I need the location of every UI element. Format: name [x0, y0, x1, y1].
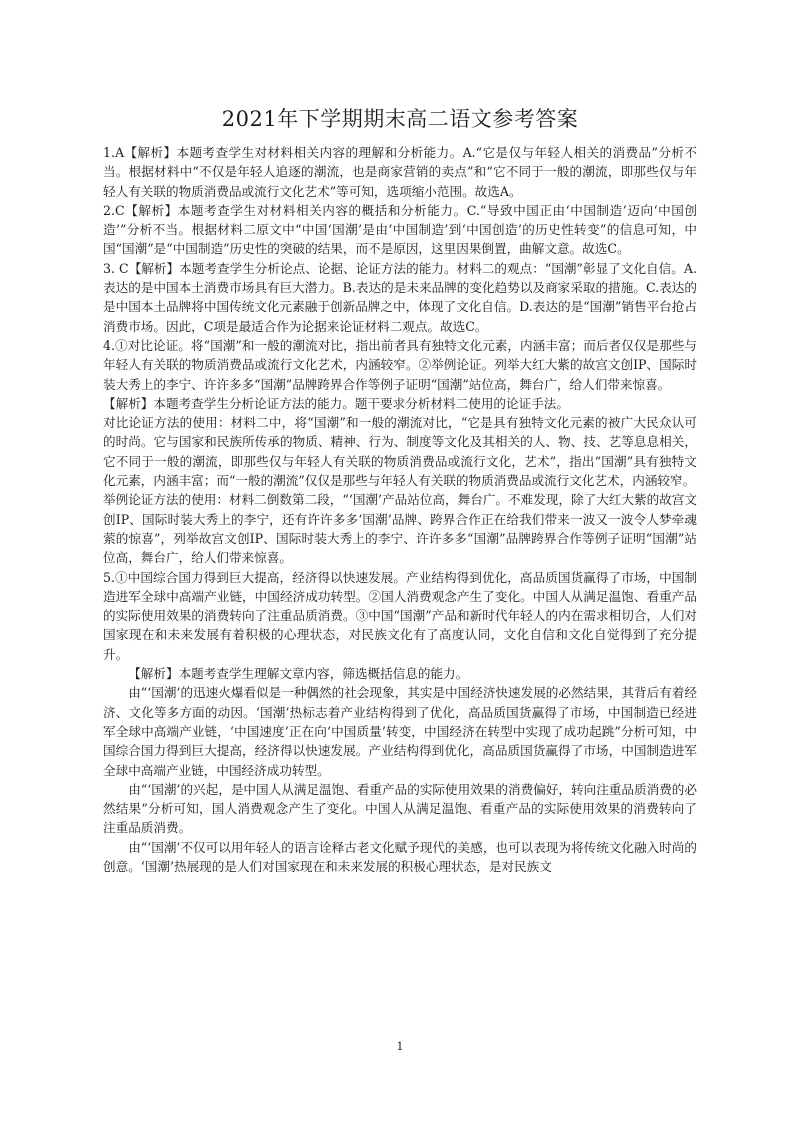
- answer-5: 5.①中国综合国力得到巨大提高，经济得以快速发展。产业结构得到优化，高品质国货赢得了市场，中国制造进军全球中高端产业链，中国经济成功转型。②国人消费观念产生了变化。中国人从满足温饱、看重产品的实际使用效果的消费转向了注重品质消费。③中国“国潮”产品和新时代年轻人的内在需求相切合，人们对国家现在和未来发展有着积极的心理状态，对民族文化有了高度认同，文化自信和文化自觉得到了充分提升。: [103, 569, 697, 662]
- answer-3: 3. C【解析】本题考查学生分析论点、论据、论证方法的能力。材料二的观点：“国潮”彰显了文化自信。A.表达的是中国本土消费市场具有巨大潜力。B.表达的是未来品牌的变化趋势以及商家采取的措施。C.表达的是中国本土品牌将中国传统文化元素融于创新品牌之中，体现了文化自信。D.表达的是“国潮”销售平台抢占消费市场。因此，C项是最适合作为论据来论证材料二观点。故选C。: [103, 260, 697, 334]
- answer-1: 1.A【解析】本题考查学生对材料相关内容的理解和分析能力。A.“它是仅与年轻人相关的消费品”分析不当。根据材料中“不仅是年轻人追逐的潮流，也是商家营销的卖点”和“它不同于一般的潮流，即那些仅与年轻人有关联的物质消费品或流行文化艺术”等可知，选项缩小范围。故选A。: [103, 145, 697, 199]
- answer-4: 4.①对比论证。将“国潮”和一般的潮流对比，指出前者具有独特文化元素，内涵丰富；而后者仅仅是那些与年轻人有关联的物质消费品或流行文化艺术，内涵较窄。②举例论证。列举大红大紫的故宫文创IP、国际时装大秀上的李宁、许许多多“国潮”品牌跨界合作等例子证明“国潮”站位高，舞台广，给人们带来惊喜。: [103, 337, 697, 392]
- answer-4-contrast: 对比论证方法的使用：材料二中，将“国潮”和一般的潮流对比，“它是具有独特文化元素的被广大民众认可的时尚。它与国家和民族所传承的物质、精神、行为、制度等文化及其相关的人、物、技、艺等息息相关，它不同于一般的潮流，即那些仅与年轻人有关联的物质消费品或流行文化，艺术”，指出“国潮”具有独特文化元素，内涵丰富；而“一般的潮流”仅仅是那些与年轻人有关联的物质消费品或流行文化艺术，内涵较窄。: [103, 415, 697, 489]
- answer-2: 2.C【解析】本题考查学生对材料相关内容的概括和分析能力。C.“导致中国正由‘中国制造’迈向‘中国创造’”分析不当。根据材料二原文中“中国‘国潮’是由‘中国制造’到‘中国创造’的历史性转变”的信息可知，中国“国潮”是“中国制造”历史性的突破的结果，而不是原因，这里因果倒置，曲解文意。故选C。: [103, 202, 697, 257]
- answer-5-point-3: 由“‘国潮’不仅可以用年轻人的语言诠释古老文化赋予现代的美感，也可以表现为将传统文化融入时尚的创意。‘国潮’热展现的是人们对国家现在和未来发展的积极心理状态，是对民族文: [103, 839, 697, 874]
- document-title: 2021年下学期期末高二语文参考答案: [221, 107, 579, 131]
- answer-4-analysis: 【解析】本题考查学生分析论证方法的能力。题干要求分析材料二使用的论证手法。: [103, 395, 569, 411]
- answer-5-point-2: 由“‘国潮’的兴起，是中国人从满足温饱、看重产品的实际使用效果的消费偏好，转向注重品质消费的必然结果”分析可知，国人消费观念产生了变化。中国人从满足温饱、看重产品的实际使用效果的消费转向了注重品质消费。: [103, 781, 697, 836]
- answer-5-analysis: 【解析】本题考查学生理解文章内容，筛选概括信息的能力。: [128, 666, 469, 682]
- answer-4-example: 举例论证方法的使用：材料二倒数第二段，“‘国潮’产品站位高，舞台广。不难发现，除了大红大紫的故宫文创IP、国际时装大秀上的李宁，还有许许多多‘国潮’品牌、跨界合作正在给我们带来一波又一波令人梦牵魂萦的惊喜”，列举故宫文创IP、国际时装大秀上的李宁、许许多多“国潮”品牌跨界合作等例子证明“国潮”站位高，舞台广，给人们带来惊喜。: [103, 492, 697, 566]
- page-number: 1: [396, 1040, 404, 1053]
- document-body: [103, 143, 697, 876]
- answer-5-point-1: 由“‘国潮’的迅速火爆看似是一种偶然的社会现象，其实是中国经济快速发展的必然结果，其背后有着经济、文化等多方面的动因。‘国潮’热标志着产业结构得到了优化，高品质国货赢得了市场，中国制造已经进军全球中高端产业链，‘中国速度’正在向‘中国质量’转变，中国经济在转型中实现了成功起跳”分析可知，中国综合国力得到巨大提高，经济得以快速发展。产业结构得到优化，高品质国货赢得了市场，中国制造进军全球中高端产业链，中国经济成功转型。: [103, 685, 697, 778]
